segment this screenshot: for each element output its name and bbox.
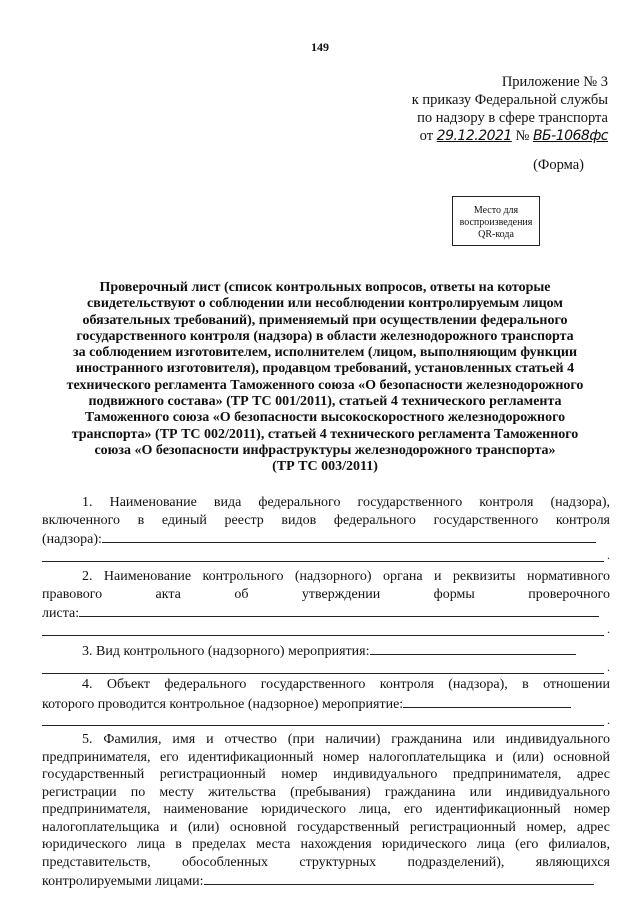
item-line: правового акта об утверждении формы проверочного — [42, 586, 610, 602]
control-object-field[interactable] — [403, 694, 571, 708]
number-prefix: № — [515, 128, 530, 144]
line-end-mark: . — [607, 712, 610, 727]
item-line: юридического лица в пределах места нахождения юридического лица (его филиалов, — [42, 837, 610, 852]
item-line-with-field — [42, 529, 610, 549]
control-kind-field[interactable] — [102, 529, 596, 543]
appendix-date-number — [412, 127, 608, 145]
item-3-event-type — [42, 641, 610, 674]
title-line: подвижного состава» (ТР ТС 001/2011), статьей 4 технического регламента — [88, 394, 562, 410]
line-end-mark: . — [607, 660, 610, 674]
item-line: 2. Наименование контрольного (надзорного) органа и реквизиты нормативного — [82, 569, 610, 584]
page-number: 149 — [311, 40, 329, 54]
item-line: представительств, обособленных структурных подразделений), являющихся — [42, 854, 610, 870]
item-line: предпринимателя, наименование юридического лица, его идентификационный номер — [42, 802, 610, 817]
appendix-title: Приложение № 3 — [501, 74, 608, 90]
title-line: Проверочный лист (список контрольных вопросов, ответы на которые — [99, 280, 551, 295]
item-line-with-field — [42, 871, 610, 891]
title-line: свидетельствуют о соблюдении или несоблюдении контролируемым лицом — [87, 296, 563, 312]
item-2-control-body — [42, 568, 610, 636]
title-line: Таможенного союза «О безопасности высокоскоростного железнодорожного — [84, 410, 566, 426]
appendix-agency-line: по надзору в сфере транспорта — [417, 110, 608, 126]
order-date: 29.12.2021 — [436, 128, 512, 144]
title-line: союза «О безопасности инфраструктуры железнодорожного транспорта» — [94, 442, 556, 458]
qr-placeholder-line: воспроизведения — [459, 217, 533, 228]
title-line: (ТР ТС 003/2011) — [272, 459, 378, 475]
title-line: государственного контроля (надзора) в области железнодорожного транспорта — [76, 328, 574, 344]
control-body-field[interactable] — [79, 603, 599, 617]
item-line: регистрации по месту жительства (пребывания) гражданина или индивидуального — [42, 784, 610, 800]
title-line: обязательных требований), применяемый при осуществлении федерального — [82, 312, 568, 328]
item-label: листа: — [42, 606, 80, 621]
title-line: за соблюдением изготовителем, исполнителем (лицом, выполняющим функции — [72, 345, 578, 361]
item-line: налогоплательщика и (или) основной государственный регистрационный номер, адрес — [42, 819, 610, 835]
item-line: государственный регистрационный номер индивидуального предпринимателя, адрес — [42, 767, 610, 782]
controlled-person-field[interactable] — [204, 871, 594, 885]
order-number: ВБ-1068фс — [532, 128, 608, 144]
item-label: которого проводится контрольное (надзорное) мероприятие: — [42, 696, 404, 712]
title-line: технического регламента Таможенного союза «О безопасности железнодорожного — [66, 377, 584, 393]
item-line: 5. Фамилия, имя и отчество (при наличии) гражданина или индивидуального — [82, 732, 610, 747]
appendix-order-line: к приказу Федеральной службы — [411, 92, 608, 108]
document-title — [40, 280, 610, 476]
qr-code-placeholder — [452, 196, 540, 246]
item-line: 1. Наименование вида федерального государственного контроля (надзора), — [82, 495, 610, 510]
item-label: 3. Вид контрольного (надзорного) мероприятия: — [82, 644, 370, 659]
event-type-field[interactable] — [370, 641, 576, 655]
item-4-control-object — [42, 676, 610, 726]
title-line: транспорта» (ТР ТС 002/2011), статьей 4 технического регламента Таможенного — [71, 426, 579, 442]
qr-placeholder-line: Место для — [473, 205, 519, 216]
item-line-with-field — [42, 641, 610, 661]
continuation-line[interactable] — [42, 660, 610, 674]
item-label: контролируемыми лицами: — [42, 874, 204, 889]
item-line: включенного в единый реестр видов федерального государственного контроля — [42, 512, 610, 528]
item-label: (надзора): — [42, 532, 102, 547]
item-1-kind-of-control — [42, 494, 610, 562]
title-line: иностранного изготовителя), продавцом требований, установленных статьей 4 — [75, 361, 575, 377]
date-prefix: от — [419, 128, 434, 144]
continuation-line[interactable] — [42, 712, 610, 727]
item-line: 4. Объект федерального государственного контроля (надзора), в отношении — [82, 677, 610, 692]
continuation-line[interactable] — [42, 548, 610, 562]
line-end-mark: . — [607, 622, 610, 636]
continuation-line[interactable] — [42, 622, 610, 636]
appendix-header — [412, 73, 608, 145]
item-line: предпринимателя, его идентификационный номер налогоплательщика и (или) основной — [42, 749, 610, 765]
qr-placeholder-line: QR-кода — [478, 229, 514, 240]
item-line-with-field — [42, 603, 610, 623]
item-line-with-field — [42, 694, 610, 714]
item-5-controlled-person — [42, 731, 610, 891]
line-end-mark: . — [607, 548, 610, 562]
form-label: (Форма) — [533, 157, 584, 173]
